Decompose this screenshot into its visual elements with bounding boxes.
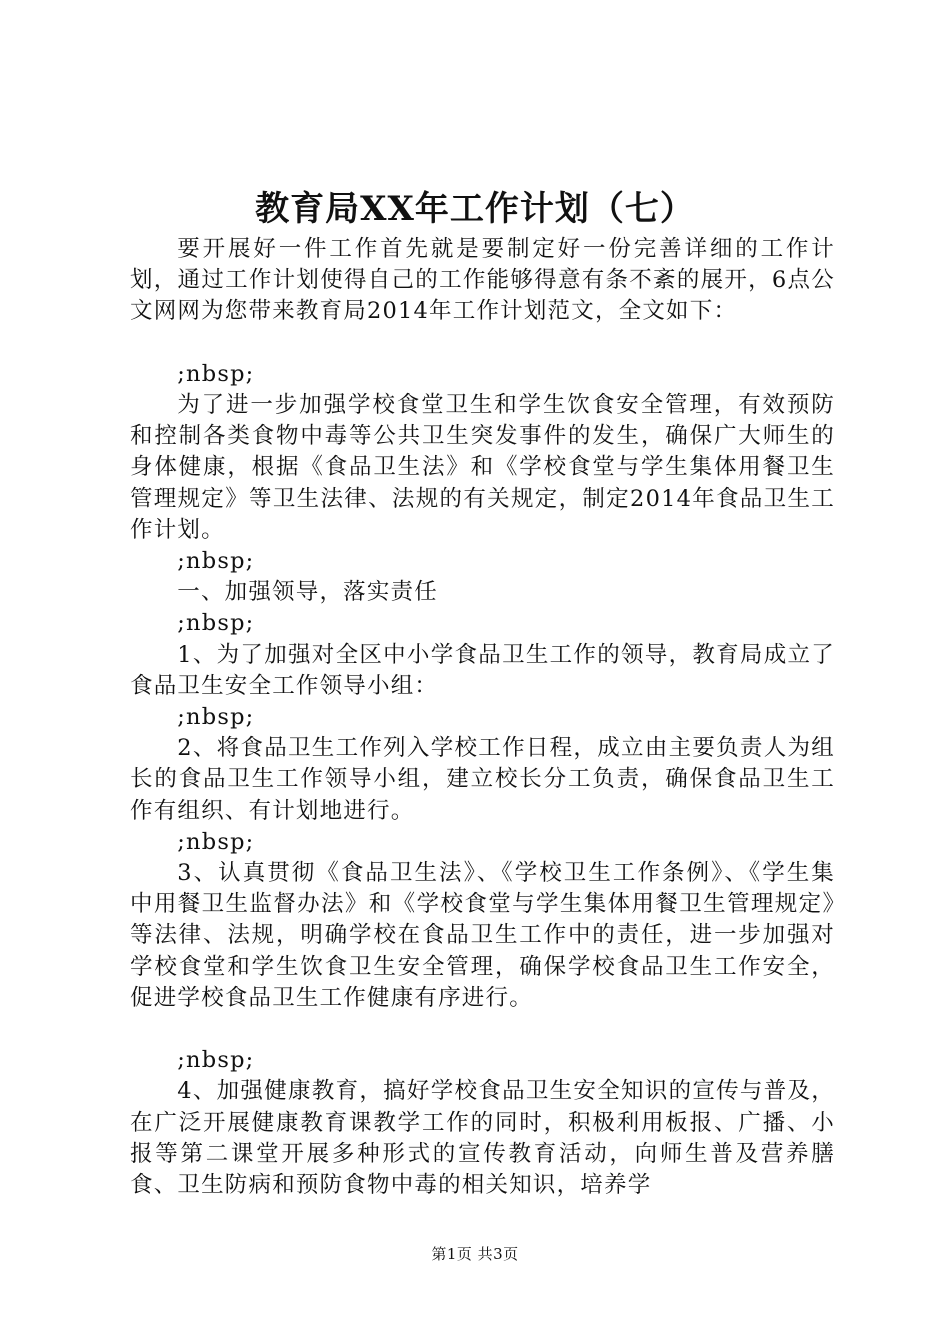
purpose-paragraph: 为了进一步加强学校食堂卫生和学生饮食安全管理，有效预防和控制各类食物中毒等公共卫生突发事件的发生，确保广大师生的身体健康，根据《食品卫生法》和《学校食堂与学生集体用餐卫生管理规定》等卫生法律、法规的有关规定，制定2014年食品卫生工作计划。 [130, 392, 835, 543]
nbsp-marker: ;nbsp; [177, 828, 255, 855]
nbsp-marker: ;nbsp; [177, 610, 255, 637]
page-footer: 第1页 共3页 [431, 1245, 519, 1263]
document-body [130, 234, 835, 1201]
list-item-2: 2、将食品卫生工作列入学校工作日程，成立由主要负责人为组长的食品卫生工作领导小组，建立校长分工负责，确保食品卫生工作有组织、有计划地进行。 [130, 735, 835, 824]
list-item-3: 3、认真贯彻《食品卫生法》、《学校卫生工作条例》、《学生集中用餐卫生监督办法》和《学校食堂与学生集体用餐卫生管理规定》等法律、法规，明确学校在食品卫生工作中的责任，进一步加强对学校食堂和学生饮食卫生安全管理，确保学校食品卫生工作安全，促进学校食品卫生工作健康有序进行。 [130, 860, 835, 1011]
nbsp-marker: ;nbsp; [177, 1047, 255, 1074]
intro-paragraph: 要开展好一件工作首先就是要制定好一份完善详细的工作计划，通过工作计划使得自己的工作能够得意有条不紊的展开，6点公文网网为您带来教育局2014年工作计划范文，全文如下： [130, 236, 835, 325]
list-item-4: 4、加强健康教育，搞好学校食品卫生安全知识的宣传与普及，在广泛开展健康教育课教学工作的同时，积极利用板报、广播、小报等第二课堂开展多种形式的宣传教育活动，向师生普及营养膳食、卫生防病和预防食物中毒的相关知识，培养学 [130, 1078, 835, 1199]
section-heading: 一、加强领导，落实责任 [177, 579, 438, 606]
list-item-1: 1、为了加强对全区中小学食品卫生工作的领导，教育局成立了食品卫生安全工作领导小组： [130, 641, 835, 699]
nbsp-marker: ;nbsp; [177, 548, 255, 575]
document-title: 教育局XX年工作计划（七） [255, 189, 695, 229]
nbsp-marker: ;nbsp; [177, 360, 255, 387]
nbsp-marker: ;nbsp; [177, 704, 255, 731]
blank-line [130, 1014, 835, 1045]
blank-line [130, 328, 835, 359]
